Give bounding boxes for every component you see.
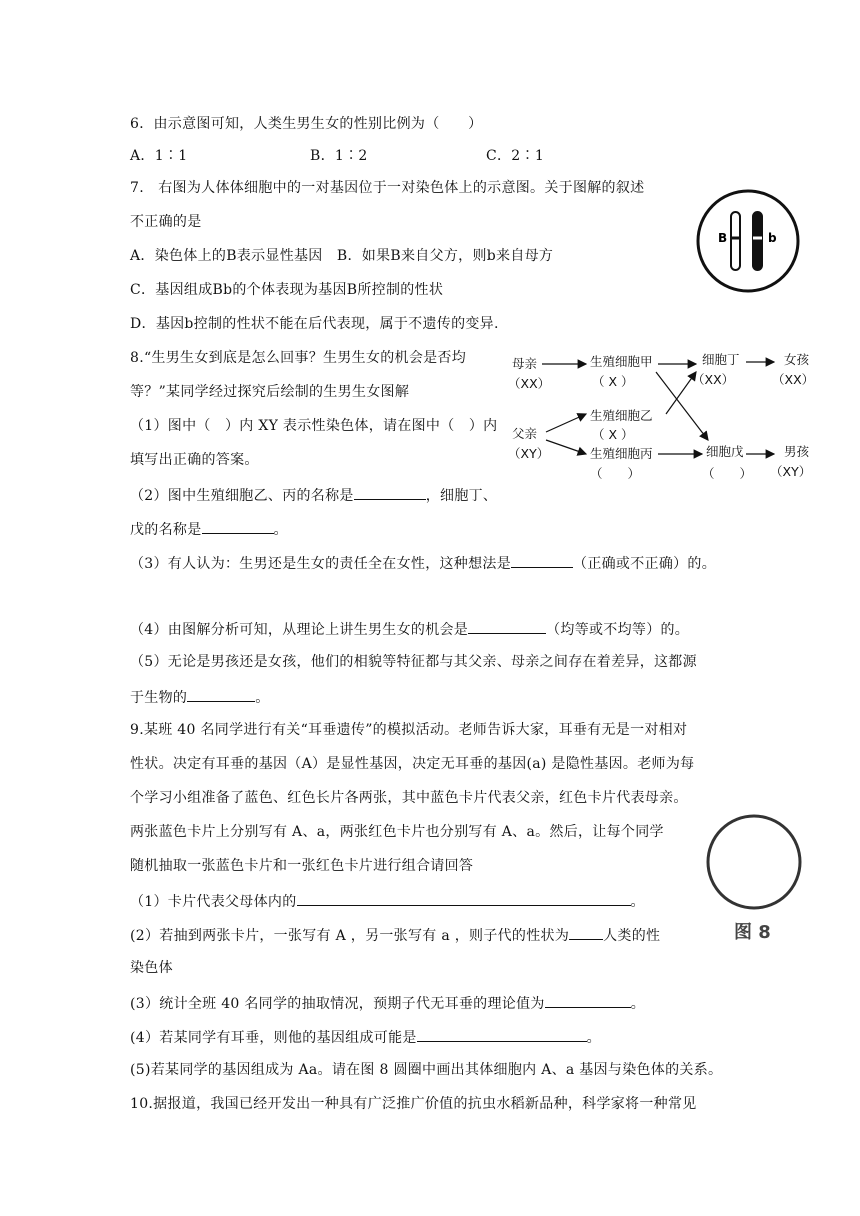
- q9-sub1: [130, 890, 645, 912]
- label-boy: 男孩: [784, 444, 810, 459]
- chromosome-left: [731, 212, 740, 270]
- arrow-yi-ding: [666, 372, 696, 414]
- q8-sub3: [130, 552, 716, 574]
- q8-sub2-line2: [130, 518, 288, 540]
- label-cell-bing: 生殖细胞丙: [590, 446, 653, 461]
- q8-sub1-line2: 填写出正确的答案。: [130, 452, 259, 468]
- label-b: b: [768, 231, 777, 245]
- chromosome-right: [753, 212, 762, 270]
- q8-sub2-blank-1[interactable]: [354, 484, 426, 500]
- q9-sub2-text-a: (2）若抽到两张卡片，一张写有 A ，另一张写有 a ，则子代的性状为: [130, 928, 570, 944]
- label-cell-ding-chrom: （XX）: [692, 372, 735, 387]
- q8-sub2-line1: [130, 484, 497, 506]
- q6-option-b: B．1∶2: [310, 148, 368, 164]
- figure-8-label: 图 8: [734, 922, 771, 943]
- q8-sub2-text-a: （2）图中生殖细胞乙、丙的名称是: [130, 488, 354, 504]
- q8-sub2-text-d: 。: [273, 522, 288, 538]
- q8-sub1-line1: （1）图中（ ）内 XY 表示性染色体，请在图中（ ）内: [130, 418, 498, 434]
- q7-stem-line2: 不正确的是: [130, 214, 202, 230]
- q8-sub3-text-b: （正确或不正确）的。: [573, 556, 717, 572]
- q7-option-ab: A．染色体上的B表示显性基因 B．如果B来自父方，则b来自母方: [130, 248, 554, 264]
- q9-sub2-blank[interactable]: [569, 924, 603, 940]
- label-cell-bing-chrom: （ ）: [590, 466, 641, 481]
- q6-option-c: C．2∶1: [486, 148, 545, 164]
- q7-chromosome-figure: [694, 186, 804, 296]
- label-cell-yi: 生殖细胞乙: [590, 408, 653, 423]
- q8-sub4: [130, 618, 689, 640]
- q6-option-a: A．1∶1: [130, 148, 188, 164]
- q7-stem-line1: 7. 右图为人体体细胞中的一对基因位于一对染色体上的示意图。关于图解的叙述: [130, 180, 645, 196]
- q9-sub2-text-b: 人类的性: [603, 928, 661, 944]
- arrow-father-yi: [546, 414, 586, 432]
- label-cell-wu: 细胞戊: [706, 444, 744, 459]
- q9-sub4-text-b: 。: [586, 1030, 601, 1046]
- q8-sub5-blank[interactable]: [187, 686, 255, 702]
- label-B: B: [718, 231, 728, 245]
- q9-sub3-text-b: 。: [630, 996, 645, 1012]
- label-girl-chrom: （XX）: [772, 372, 815, 387]
- label-cell-jia: 生殖细胞甲: [590, 354, 653, 369]
- q9-line2: 性状。决定有耳垂的基因（A）是显性基因，决定无耳垂的基因(a) 是隐性基因。老师为每: [130, 756, 695, 772]
- cell-outline: [698, 191, 798, 291]
- q9-sub3-text-a: (3）统计全班 40 名同学的抽取情况，预期子代无耳垂的理论值为: [130, 996, 545, 1012]
- q8-sub5-text-b: 。: [255, 690, 270, 706]
- q8-sub5-line1: （5）无论是男孩还是女孩，他们的相貌等特征都与其父亲、母亲之间存在着差异，这都源: [130, 654, 697, 670]
- q9-sub1-text-a: （1）卡片代表父母体内的: [130, 894, 297, 910]
- label-cell-jia-chrom: （ X ）: [592, 374, 634, 389]
- q9-sub3-blank[interactable]: [545, 992, 631, 1008]
- q8-sub4-text-b: （均等或不均等）的。: [546, 622, 690, 638]
- q6-stem: 6．由示意图可知，人类生男生女的性别比例为（ ）: [130, 116, 483, 132]
- q9-sub3: [130, 992, 645, 1014]
- q8-sub4-blank[interactable]: [468, 618, 546, 634]
- q9-line3: 个学习小组准备了蓝色、红色长片各两张，其中蓝色卡片代表父亲，红色卡片代表母亲。: [130, 790, 688, 806]
- q7-option-c: C．基因组成Bb的个体表现为基因B所控制的性状: [130, 282, 444, 298]
- q9-line1: 9.某班 40 名同学进行有关“耳垂遗传”的模拟活动。老师告诉大家，耳垂有无是一对相对: [130, 722, 688, 738]
- q9-sub1-text-b: 。: [630, 894, 645, 910]
- label-mother: 母亲: [512, 356, 538, 371]
- q8-sub2-text-c: 戊的名称是: [130, 522, 202, 538]
- label-cell-ding: 细胞丁: [702, 352, 740, 367]
- figure-8: [700, 812, 810, 948]
- q8-stem-line2: 等？”某同学经过探究后绘制的生男生女图解: [130, 384, 410, 400]
- q8-sub4-text-a: （4）由图解分析可知，从理论上讲生男生女的机会是: [130, 622, 469, 638]
- label-father: 父亲: [512, 426, 538, 441]
- q9-sub4-blank[interactable]: [417, 1026, 587, 1042]
- q9-sub2: [130, 924, 660, 946]
- q9-line5: 随机抽取一张蓝色卡片和一张红色卡片进行组合请回答: [130, 858, 474, 874]
- q8-stem-line1: 8.“生男生女到底是怎么回事？生男生女的机会是否均: [130, 350, 467, 366]
- q9-line4: 两张蓝色卡片上分别写有 A、a，两张红色卡片也分别写有 A、a。然后，让每个同学: [130, 824, 664, 840]
- q8-sub2-blank-2[interactable]: [202, 518, 274, 534]
- label-father-chrom: （XY）: [508, 446, 550, 461]
- q8-sub2-text-b: ，细胞丁、: [425, 488, 498, 504]
- q8-sub5-text-a: 于生物的: [130, 690, 188, 706]
- q7-option-d: D．基因b控制的性状不能在后代表现，属于不遗传的变异.: [130, 316, 499, 332]
- q9-sub1-blank[interactable]: [297, 890, 631, 906]
- q8-sub5-line2: [130, 686, 270, 708]
- q6-options: [130, 146, 690, 166]
- q9-sub4: [130, 1026, 601, 1048]
- label-cell-yi-chrom: （ X ）: [592, 427, 634, 442]
- label-boy-chrom: （XY）: [770, 464, 812, 479]
- label-girl: 女孩: [784, 352, 810, 367]
- q9-sub2-line2: 染色体: [130, 960, 173, 976]
- q10-line1: 10.据报道，我国已经开发出一种具有广泛推广价值的抗虫水稻新品种，科学家将一种常见: [130, 1096, 697, 1112]
- label-cell-wu-chrom: （ ）: [702, 466, 753, 481]
- q9-sub4-text-a: (4）若某同学有耳垂，则他的基因组成可能是: [130, 1030, 417, 1046]
- q8-sub3-blank[interactable]: [511, 552, 573, 568]
- arrow-father-bing: [546, 440, 586, 454]
- figure-8-circle[interactable]: [708, 816, 800, 908]
- label-mother-chrom: （XX）: [508, 376, 551, 391]
- q8-sub3-text-a: （3）有人认为：生男还是生女的责任全在女性，这种想法是: [130, 556, 512, 572]
- q8-inheritance-diagram: [506, 344, 826, 490]
- q9-sub5: (5)若某同学的基因组成为 Aa。请在图 8 圆圈中画出其体细胞内 A、a 基因与染色体的关系。: [130, 1062, 723, 1078]
